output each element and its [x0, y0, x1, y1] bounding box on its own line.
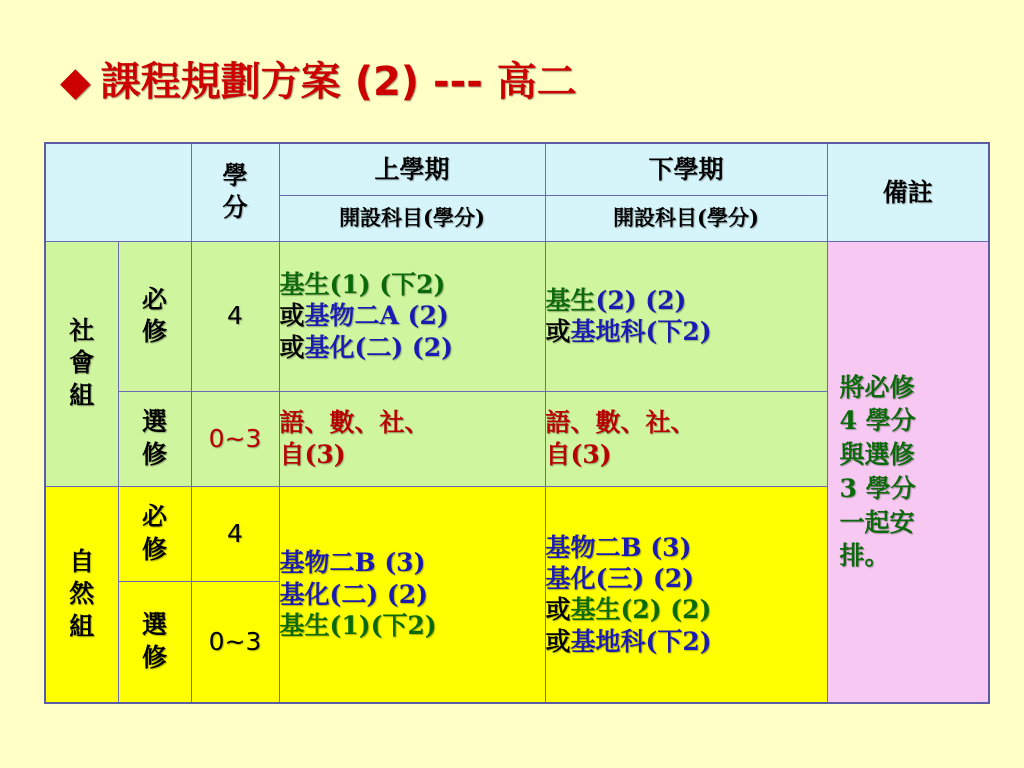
course-name: 基化(二)	[304, 332, 404, 362]
note-line: 3 學分	[839, 473, 916, 503]
or-word: 或	[279, 301, 305, 331]
course-name: 基物二B	[545, 532, 642, 562]
social-elective-type	[118, 391, 191, 486]
header-credit	[191, 143, 279, 241]
social-required-sem1	[279, 241, 545, 391]
natural-sem2	[545, 486, 827, 703]
course-credit: (二) (2)	[329, 579, 428, 609]
elective-credit: (3)	[304, 439, 346, 469]
course-name: 基生	[545, 285, 596, 315]
natural-elective-type-label: 選修	[141, 610, 167, 672]
social-required-sem2	[545, 241, 827, 391]
course-credit: (1) (下2)	[329, 270, 446, 300]
natural-required-type	[118, 486, 191, 581]
remark-note-text	[828, 371, 989, 574]
natural-sem1	[279, 486, 545, 703]
course-name: 基物二A	[304, 301, 399, 331]
social-required-credit: 4	[191, 241, 279, 391]
social-elective-credit: 0~3	[191, 391, 279, 486]
course-credit: (2) (2)	[620, 595, 712, 625]
natural-elective-credit: 0~3	[191, 581, 279, 703]
header-empty-cell	[45, 143, 191, 241]
course-plan-table	[44, 142, 990, 704]
group-natural	[45, 486, 118, 703]
natural-required-credit: 4	[191, 486, 279, 581]
header-sem2: 下學期	[545, 143, 827, 195]
header-subject-credit-2: 開設科目(學分)	[545, 195, 827, 241]
course-credit: (下2)	[645, 317, 712, 346]
natural-elective-type	[118, 581, 191, 703]
course-credit: (三) (2)	[595, 564, 694, 593]
or-word: 或	[279, 332, 305, 362]
or-word: 或	[545, 626, 571, 656]
group-social-label: 社會組	[69, 315, 95, 410]
group-social	[45, 241, 118, 486]
course-name: 基生	[570, 595, 621, 625]
note-line: 4 學分	[839, 406, 916, 436]
natural-required-type-label: 必修	[141, 502, 167, 564]
note-line: 一起安	[839, 507, 915, 537]
diamond-bullet-icon: ◆	[60, 59, 91, 105]
course-credit: (3)	[375, 548, 426, 578]
note-line: 將必修	[839, 372, 915, 402]
course-name: 基化	[279, 579, 330, 609]
course-credit: (2) (2)	[595, 285, 687, 315]
course-name: 基化	[545, 564, 596, 593]
course-credit: (下2)	[645, 626, 712, 656]
page-title	[60, 50, 577, 107]
course-credit: (2)	[403, 332, 453, 362]
social-elective-sem2	[545, 391, 827, 486]
group-natural-label: 自然組	[69, 546, 95, 641]
page-title-text: 課程規劃方案 (2) --- 高二	[100, 59, 577, 105]
course-credit: (3)	[641, 532, 692, 562]
course-credit: (2)	[398, 301, 449, 331]
elective-subject: 自	[279, 439, 305, 469]
course-name: 基地科	[570, 317, 646, 346]
note-line: 排。	[839, 541, 890, 571]
social-required-type	[118, 241, 191, 391]
course-credit: (1)(下2)	[329, 610, 437, 640]
course-name: 基物二B	[279, 548, 376, 578]
elective-subjects: 語、數、社、	[279, 408, 430, 438]
header-subject-credit-1: 開設科目(學分)	[279, 195, 545, 241]
header-credit-label: 學分	[222, 160, 248, 223]
remark-note	[827, 241, 989, 703]
note-line: 與選修	[839, 440, 915, 469]
social-required-type-label: 必修	[141, 284, 167, 346]
elective-credit: (3)	[570, 439, 612, 469]
header-sem1: 上學期	[279, 143, 545, 195]
course-name: 基地科	[570, 626, 646, 656]
header-remark: 備註	[827, 143, 989, 241]
social-elective-type-label: 選修	[141, 407, 167, 469]
elective-subject: 自	[545, 439, 571, 469]
elective-subjects: 語、數、社、	[545, 408, 696, 438]
course-name: 基生	[279, 610, 330, 640]
or-word: 或	[545, 595, 571, 625]
social-elective-sem1	[279, 391, 545, 486]
table-row-social-required	[45, 241, 989, 391]
or-word: 或	[545, 317, 571, 346]
course-name: 基生	[279, 270, 330, 300]
